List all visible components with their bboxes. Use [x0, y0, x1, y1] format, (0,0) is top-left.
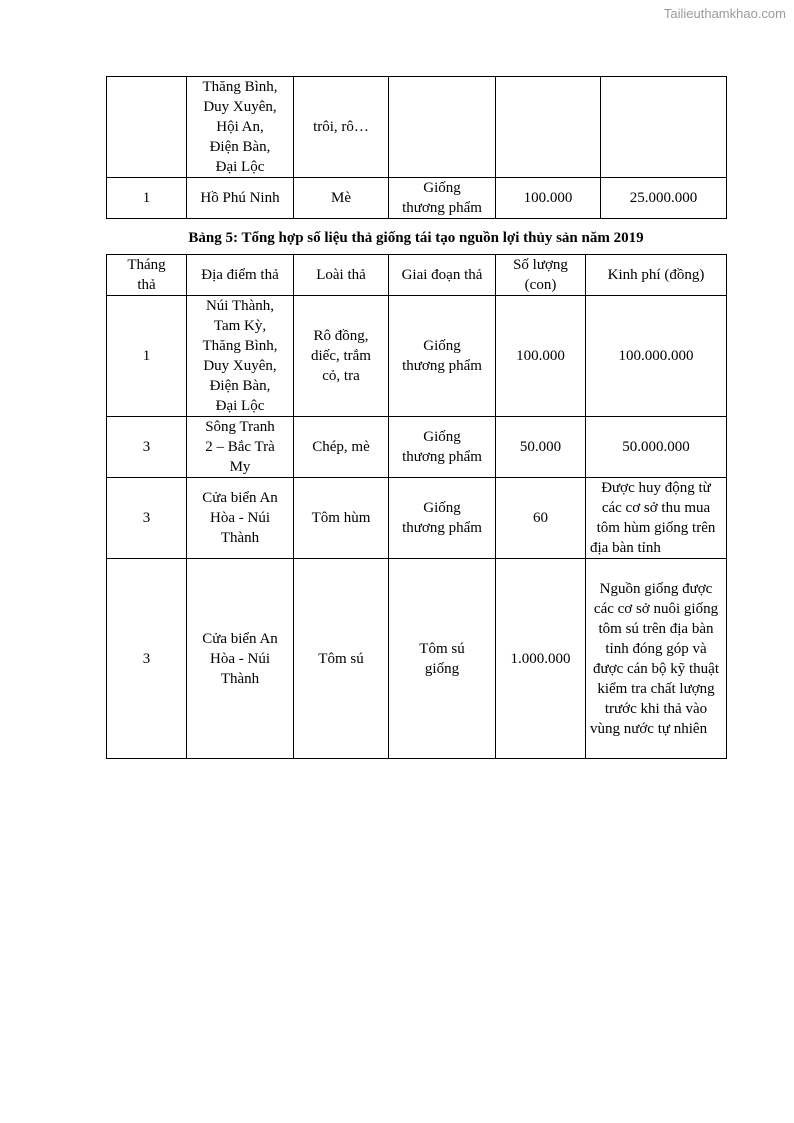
stage-cell: Tôm sú giống [389, 559, 496, 759]
species-cell: Tôm hùm [294, 478, 389, 559]
stage-cell: Giống thương phẩm [389, 478, 496, 559]
quantity-cell: 100.000 [496, 178, 601, 219]
header-location: Địa điểm thả [187, 255, 294, 296]
cost-cell: 50.000.000 [586, 417, 727, 478]
table-row [107, 178, 727, 219]
stage-cell [389, 77, 496, 178]
table-row [107, 559, 727, 759]
month-cell: 1 [107, 178, 187, 219]
header-month: Tháng thả [107, 255, 187, 296]
stage-cell: Giống thương phẩm [389, 417, 496, 478]
previous-table-continuation [106, 76, 727, 219]
cost-cell: Được huy động từ các cơ sở thu mua tôm hùm giống trên địa bàn tỉnh [586, 478, 727, 559]
table-caption: Bảng 5: Tổng hợp số liệu thả giống tái tạo nguồn lợi thủy sản năm 2019 [188, 230, 644, 246]
species-cell: Rô đồng, diếc, trắm cỏ, tra [294, 296, 389, 417]
quantity-cell [496, 77, 601, 178]
table-row [107, 77, 727, 178]
cost-cell [601, 77, 727, 178]
month-cell [107, 77, 187, 178]
release-summary-table [106, 254, 727, 759]
cost-cell: 25.000.000 [601, 178, 727, 219]
location-cell: Cửa biển An Hòa - Núi Thành [187, 559, 294, 759]
month-cell: 1 [107, 296, 187, 417]
quantity-cell: 100.000 [496, 296, 586, 417]
quantity-cell: 50.000 [496, 417, 586, 478]
cost-cell: Nguồn giống được các cơ sở nuôi giống tôm sú trên địa bàn tỉnh đóng góp và được cán bộ kỹ thuật kiểm tra chất lượng trước khi thả vào vùng nước tự nhiên [586, 559, 727, 759]
location-cell: Núi Thành, Tam Kỳ, Thăng Bình, Duy Xuyên, Điện Bàn, Đại Lộc [187, 296, 294, 417]
species-cell: trôi, rô… [294, 77, 389, 178]
table-header-row [107, 255, 727, 296]
table-row [107, 296, 727, 417]
species-cell: Mè [294, 178, 389, 219]
cost-cell: 100.000.000 [586, 296, 727, 417]
header-quantity: Số lượng (con) [496, 255, 586, 296]
watermark: Tailieuthamkhao.com [663, 6, 786, 21]
table-row [107, 417, 727, 478]
header-cost: Kinh phí (đồng) [586, 255, 727, 296]
location-cell: Hồ Phú Ninh [187, 178, 294, 219]
location-cell: Cửa biển An Hòa - Núi Thành [187, 478, 294, 559]
stage-cell: Giống thương phẩm [389, 296, 496, 417]
location-cell: Thăng Bình, Duy Xuyên, Hội An, Điện Bàn, Đại Lộc [187, 77, 294, 178]
stage-cell: Giống thương phẩm [389, 178, 496, 219]
species-cell: Tôm sú [294, 559, 389, 759]
quantity-cell: 60 [496, 478, 586, 559]
quantity-cell: 1.000.000 [496, 559, 586, 759]
month-cell: 3 [107, 559, 187, 759]
location-cell: Sông Tranh 2 – Bắc Trà My [187, 417, 294, 478]
header-species: Loài thả [294, 255, 389, 296]
header-stage: Giai đoạn thả [389, 255, 496, 296]
month-cell: 3 [107, 417, 187, 478]
species-cell: Chép, mè [294, 417, 389, 478]
table-row [107, 478, 727, 559]
month-cell: 3 [107, 478, 187, 559]
